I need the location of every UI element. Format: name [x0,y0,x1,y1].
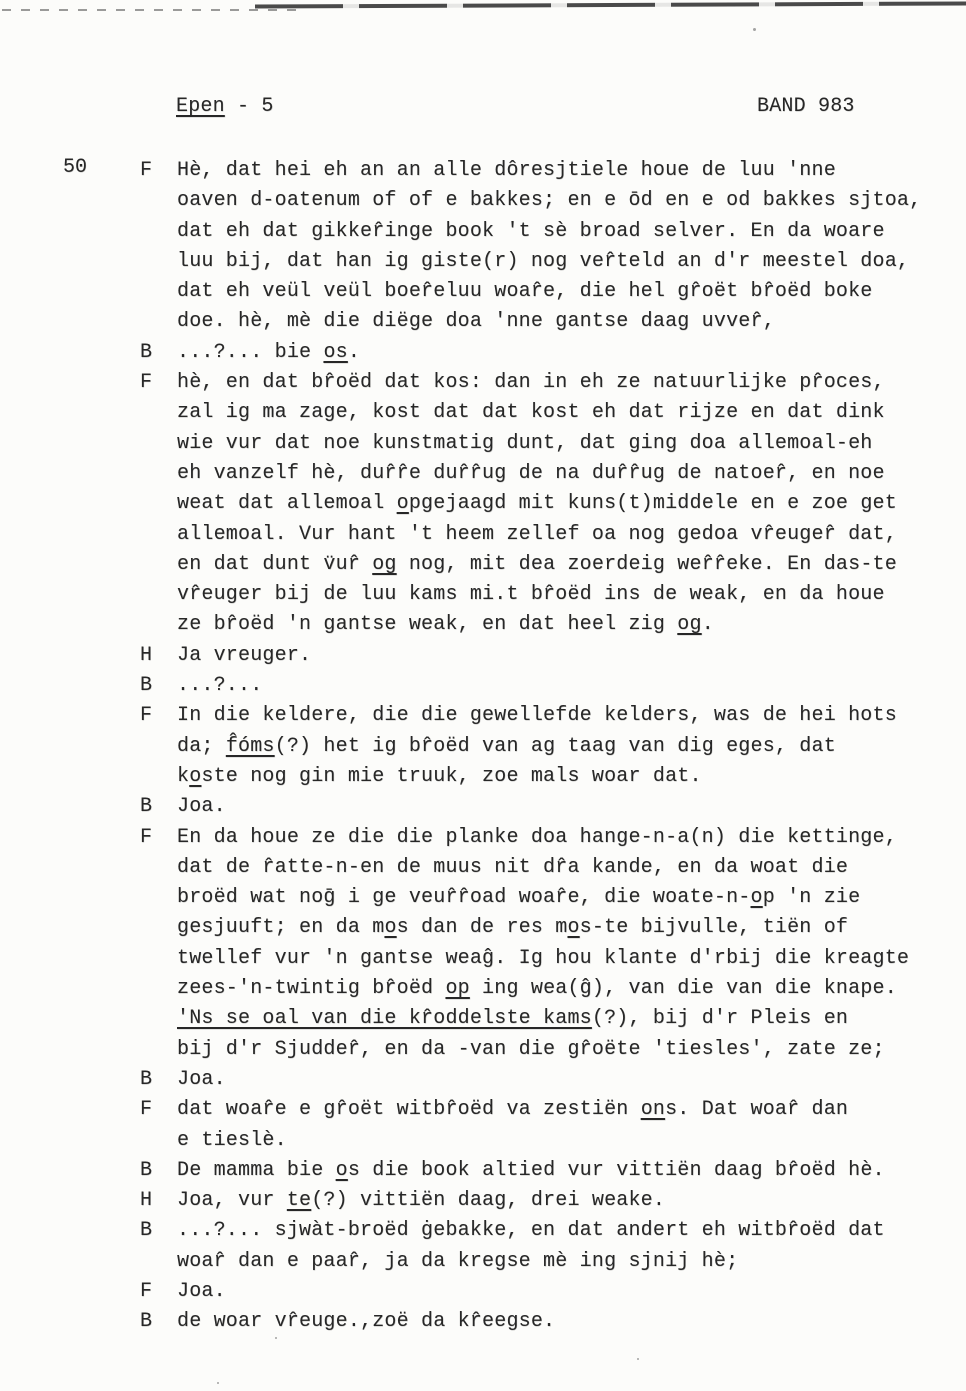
dialogue-line [177,459,952,489]
text-segment: oaven d-oatenum of of e bakkes; en e ōd en e od bakkes sjtoa, [177,189,922,213]
underlined-text: f̂óms [225,734,275,758]
underlined-text: o [750,886,763,910]
text-segment: k [177,764,190,788]
text-segment: eh vanzelf hè, dur̂r̂e dur̂r̂ug de na dur̂r̂ug de natoer̂, en noe [177,461,885,485]
dialogue-entry [140,1156,952,1186]
speaker-label: B [140,1158,153,1182]
text-segment: de woar vr̂euge.,zoë da kr̂eegse. [177,1310,556,1334]
scan-speck [217,1382,219,1384]
dialogue-line [177,398,952,428]
text-segment: ing wea(ĝ), van die van die knape. [469,977,897,1001]
text-segment: nog, mit dea zoerdeig wer̂r̂eke. En das-te [396,552,897,576]
underlined-text: 'Ns se oal van die kr̂oddelste kams [177,1007,592,1031]
dialogue-line [177,1307,952,1337]
text-segment: zal ig ma zage, kost dat dat kost eh dat rijze en dat dink [177,401,885,425]
dialogue-lines [177,671,952,701]
text-segment: dat eh dat gikker̂inge book 't sè broad selver. En da woare [177,219,885,243]
text-segment: Joa. [177,1067,226,1091]
text-segment: De mamma bie [177,1158,336,1182]
dialogue-line [177,247,952,277]
speaker-label: B [140,1310,153,1334]
text-segment: ...?... bie [177,340,324,364]
scan-speck [753,28,756,31]
underlined-text: o [335,1158,348,1182]
text-segment: s. Dat woar̂ dan [665,1098,849,1122]
dialogue-line [177,974,952,1004]
text-segment: . [347,340,361,364]
text-segment: s dan de res m [396,916,568,940]
band-label: BAND 983 [757,95,855,118]
text-segment: Ja vreuger. [177,643,312,667]
text-segment: weat dat allemoal [177,492,397,516]
text-segment: (?) het ig br̂oëd van ag taag van dig eges, dat [274,734,836,758]
text-segment: ze br̂oëd 'n gantse weak, en dat heel zig [177,613,678,637]
dialogue-entry [140,1216,952,1277]
dialogue-line [177,156,952,186]
text-segment: p 'n zie [762,886,861,910]
underlined-text: te [286,1189,312,1213]
scan-artifact-top-left [2,9,302,11]
margin-line-number: 50 [63,156,88,179]
dialogue-entry [140,1186,952,1216]
dialogue-line [177,368,952,398]
scan-artifact-top-right [255,1,966,8]
dialogue-entry [140,1095,952,1156]
underlined-text: op [445,977,470,1001]
page-title [176,95,274,118]
dialogue-transcript [140,156,952,1338]
dialogue-line [177,307,952,337]
text-segment: s die book altied vur vittiën daag br̂oëd hè. [347,1158,885,1182]
dialogue-lines [177,701,952,792]
dialogue-entry [140,792,952,822]
dialogue-entry [140,641,952,671]
text-segment: Hè, dat hei eh an an alle dôresjtiele houe de luu 'nne [177,159,836,182]
dialogue-lines [177,1065,952,1095]
dialogue-lines [177,823,952,1065]
speaker-label: F [140,1098,153,1122]
dialogue-lines [177,792,952,822]
dialogue-line [177,550,952,580]
dialogue-line [177,944,952,974]
text-segment: En da houe ze die die planke doa hange-n-a(n) die kettinge, [177,825,897,849]
dialogue-entry [140,338,952,368]
dialogue-line [177,1126,952,1156]
underlined-text: og [372,552,397,576]
text-segment: vr̂euger bij de luu kams mi.t br̂oëd ins de weak, en da houe [177,583,885,607]
dialogue-line [177,580,952,610]
dialogue-line [177,520,952,550]
text-segment: twellef vur 'n gantse weaĝ. Ig hou klante d'rbij die kreagte [177,946,910,970]
dialogue-line [177,1095,952,1125]
page-title-number: - 5 [224,95,274,118]
dialogue-entry [140,701,952,792]
text-segment: woar̂ dan e paar̂, ja da kregse mè ing sjnij hè; [177,1249,739,1273]
dialogue-line [177,1186,952,1216]
speaker-label: F [140,1279,153,1303]
dialogue-entry [140,671,952,701]
dialogue-lines [177,338,952,368]
text-segment: hè, en dat br̂oëd dat kos: dan in eh ze natuurlijke pr̂oces, [177,371,885,395]
text-segment: (?) vittiën daag, drei weake. [311,1189,666,1213]
speaker-label: B [140,1219,153,1243]
text-segment: (?), bij d'r Pleis en [591,1007,849,1031]
dialogue-line [177,610,952,640]
speaker-label: B [140,674,153,698]
speaker-label: F [140,825,153,849]
dialogue-line [177,1277,952,1307]
text-segment: Joa. [177,795,226,819]
dialogue-line [177,671,952,701]
speaker-label: F [140,704,153,728]
text-segment: en dat dunt v̈ur̂ [177,552,373,576]
text-segment: e tieslè. [177,1128,287,1152]
underlined-text: o [384,916,397,940]
dialogue-entry [140,1277,952,1307]
dialogue-lines [177,1095,952,1156]
text-segment: ...?... sjwàt-broëd ġebakke, en dat andert eh witbr̂oëd dat [177,1219,885,1243]
underlined-text: og [677,613,702,637]
text-segment: luu bij, dat han ig giste(r) nog ver̂teld an d'r meestel doa, [177,249,910,273]
speaker-label: B [140,795,153,819]
dialogue-line [177,429,952,459]
speaker-label: F [140,371,153,395]
text-segment: . [701,613,714,637]
dialogue-line [177,489,952,519]
dialogue-line [177,338,952,368]
dialogue-lines [177,641,952,671]
dialogue-lines [177,156,952,338]
dialogue-entry [140,823,952,1065]
text-segment: ...?... [177,674,263,698]
dialogue-line [177,762,952,792]
dialogue-lines [177,1307,952,1337]
dialogue-line [177,913,952,943]
text-segment: In die keldere, die die gewellefde kelders, was de hei hots [177,704,897,728]
text-segment: Joa, vur [177,1189,287,1213]
dialogue-line [177,1065,952,1095]
dialogue-line [177,277,952,307]
underlined-text: on [640,1098,666,1122]
speaker-label: B [140,340,153,364]
speaker-label: B [140,1067,153,1091]
text-segment: doe. hè, mè die diëge doa 'nne gantse daag uvver̂, [177,310,775,334]
dialogue-entry [140,368,952,641]
underlined-text: os [323,340,348,364]
dialogue-lines [177,1156,952,1186]
dialogue-line [177,217,952,247]
underlined-text: o [189,764,202,788]
dialogue-line [177,1247,952,1277]
text-segment: zees-'n-twintig br̂oëd [177,977,446,1001]
dialogue-lines [177,368,952,641]
dialogue-line [177,641,952,671]
dialogue-line [177,792,952,822]
text-segment: allemoal. Vur hant 't heem zellef oa nog gedoa vr̂euger̂ dat, [177,522,897,546]
text-segment: Joa. [177,1279,226,1303]
dialogue-line [177,883,952,913]
text-segment: s-te bijvulle, tiën of [579,916,849,940]
dialogue-line [177,1156,952,1186]
page-title-location: Epen [176,95,225,118]
dialogue-lines [177,1216,952,1277]
dialogue-line [177,701,952,731]
text-segment: wie vur dat noe kunstmatig dunt, dat ging doa allemoal-eh [177,431,873,455]
underlined-text: o [396,492,409,516]
speaker-label: F [140,159,153,182]
dialogue-line [177,1035,952,1065]
dialogue-line [177,853,952,883]
text-segment: bij d'r Sjudder̂, en da -van die gr̂oëte 'tiesles', zate ze; [177,1037,885,1061]
text-segment: broëd wat noḡ i ge veur̂r̂oad woar̂e, die woate-n- [177,886,751,910]
text-segment: dat de r̂atte-n-en de muus nit dr̂a kande, en da woat die [177,855,849,879]
dialogue-line [177,1216,952,1246]
dialogue-line [177,823,952,853]
text-segment: da; [177,734,226,758]
speaker-label: H [140,1189,153,1213]
dialogue-line [177,1004,952,1034]
dialogue-lines [177,1277,952,1307]
dialogue-line [177,186,952,216]
dialogue-entry [140,1065,952,1095]
text-segment: dat eh veül veül boer̂eluu woar̂e, die hel gr̂oët br̂oëd boke [177,280,873,304]
dialogue-entry [140,1307,952,1337]
dialogue-line [177,732,952,762]
text-segment: pgejaagd mit kuns(t)middele en e zoe get [408,492,897,516]
text-segment: ste nog gin mie truuk, zoe mals woar dat. [201,764,702,788]
scan-speck [637,1358,639,1360]
underlined-text: o [567,916,580,940]
dialogue-entry [140,156,952,338]
speaker-label: H [140,643,153,667]
text-segment: dat woar̂e e gr̂oët witbr̂oëd va zestiën [177,1098,641,1122]
text-segment: gesjuuft; en da m [177,916,385,940]
dialogue-lines [177,1186,952,1216]
